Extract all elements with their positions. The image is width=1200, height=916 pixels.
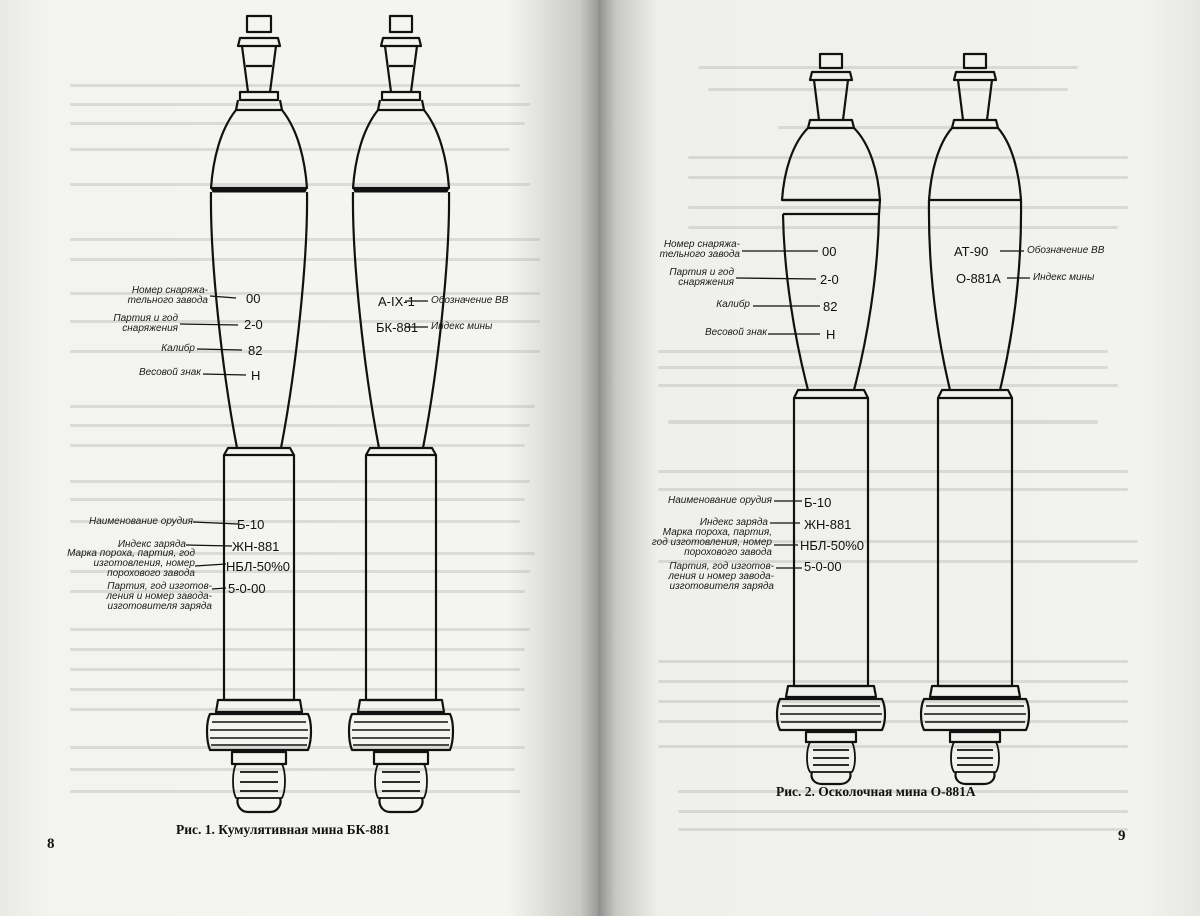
label-weight-mark: Весовой знак [138, 367, 201, 378]
value-charge-index: ЖН-881 [804, 517, 852, 532]
left-page [0, 0, 598, 916]
mine-bk881-side [349, 16, 453, 812]
value-batch-year: 2-0 [820, 272, 839, 287]
label-powder-mark: Марка пороха, партия, год изготовления, номер порохового завода [67, 548, 195, 579]
label-batch-year: Партия и год снаряжения [669, 267, 734, 288]
label-explosive-designation: Обозначение ВВ [1027, 245, 1105, 256]
figure-caption-right: Рис. 2. Осколочная мина О-881А [776, 784, 976, 799]
page-number-left: 8 [47, 836, 55, 852]
value-mine-index: БК-881 [376, 320, 419, 335]
figure-caption-left: Рис. 1. Кумулятивная мина БК-881 [176, 822, 391, 837]
value-mine-index: О-881А [956, 271, 1001, 286]
value-powder-mark: НБЛ-50%0 [800, 538, 865, 553]
value-explosive-designation: А-IX-1 [378, 294, 415, 309]
label-mine-index: Индекс мины [1033, 272, 1095, 283]
label-gun-name: Наименование орудия [88, 516, 193, 527]
label-factory-number: Номер снаряжа- тельного завода [659, 239, 740, 260]
mine-o881a-front [777, 54, 885, 784]
mines-drawing-right [598, 0, 1200, 916]
value-charge-batch: 5-0-00 [804, 559, 842, 574]
label-gun-name: Наименование орудия [667, 495, 772, 506]
value-weight-mark: Н [251, 368, 261, 383]
leader-lines-left [180, 296, 428, 589]
value-caliber: 82 [823, 299, 838, 314]
label-charge-batch: Партия, год изготов- ления и номер завода- изготовителя заряда [668, 561, 774, 592]
leader-lines-right [736, 251, 1030, 568]
label-mine-index: Индекс мины [431, 321, 493, 332]
value-charge-index: ЖН-881 [232, 539, 280, 554]
value-batch-year: 2-0 [244, 317, 263, 332]
label-charge-index: Индекс заряда [699, 517, 768, 528]
value-charge-batch: 5-0-00 [228, 581, 266, 596]
label-powder-mark: Марка пороха, партия, год изготовления, номер порохового завода [651, 527, 772, 558]
label-explosive-designation: Обозначение ВВ [431, 295, 509, 306]
mines-drawing-left [0, 0, 598, 916]
mine-bk881-front [207, 16, 311, 812]
value-factory-number: 00 [822, 244, 837, 259]
label-factory-number: Номер снаряжа- тельного завода [127, 285, 208, 306]
mine-o881a-side [921, 54, 1029, 784]
value-gun-name: Б-10 [804, 495, 832, 510]
label-batch-year: Партия и год снаряжения [113, 313, 178, 334]
label-caliber: Калибр [161, 343, 195, 354]
label-caliber: Калибр [716, 299, 750, 310]
value-powder-mark: НБЛ-50%0 [226, 559, 291, 574]
page-number-right: 9 [1118, 828, 1126, 844]
value-explosive-designation: АТ-90 [954, 244, 989, 259]
label-weight-mark: Весовой знак [704, 327, 767, 338]
label-charge-index: Индекс заряда [117, 539, 186, 550]
label-charge-batch: Партия, год изготов- ления и номер завода- изготовителя заряда [106, 581, 212, 612]
value-weight-mark: Н [826, 327, 836, 342]
value-gun-name: Б-10 [237, 517, 265, 532]
value-caliber: 82 [248, 343, 263, 358]
right-page [598, 0, 1200, 916]
value-factory-number: 00 [246, 291, 261, 306]
